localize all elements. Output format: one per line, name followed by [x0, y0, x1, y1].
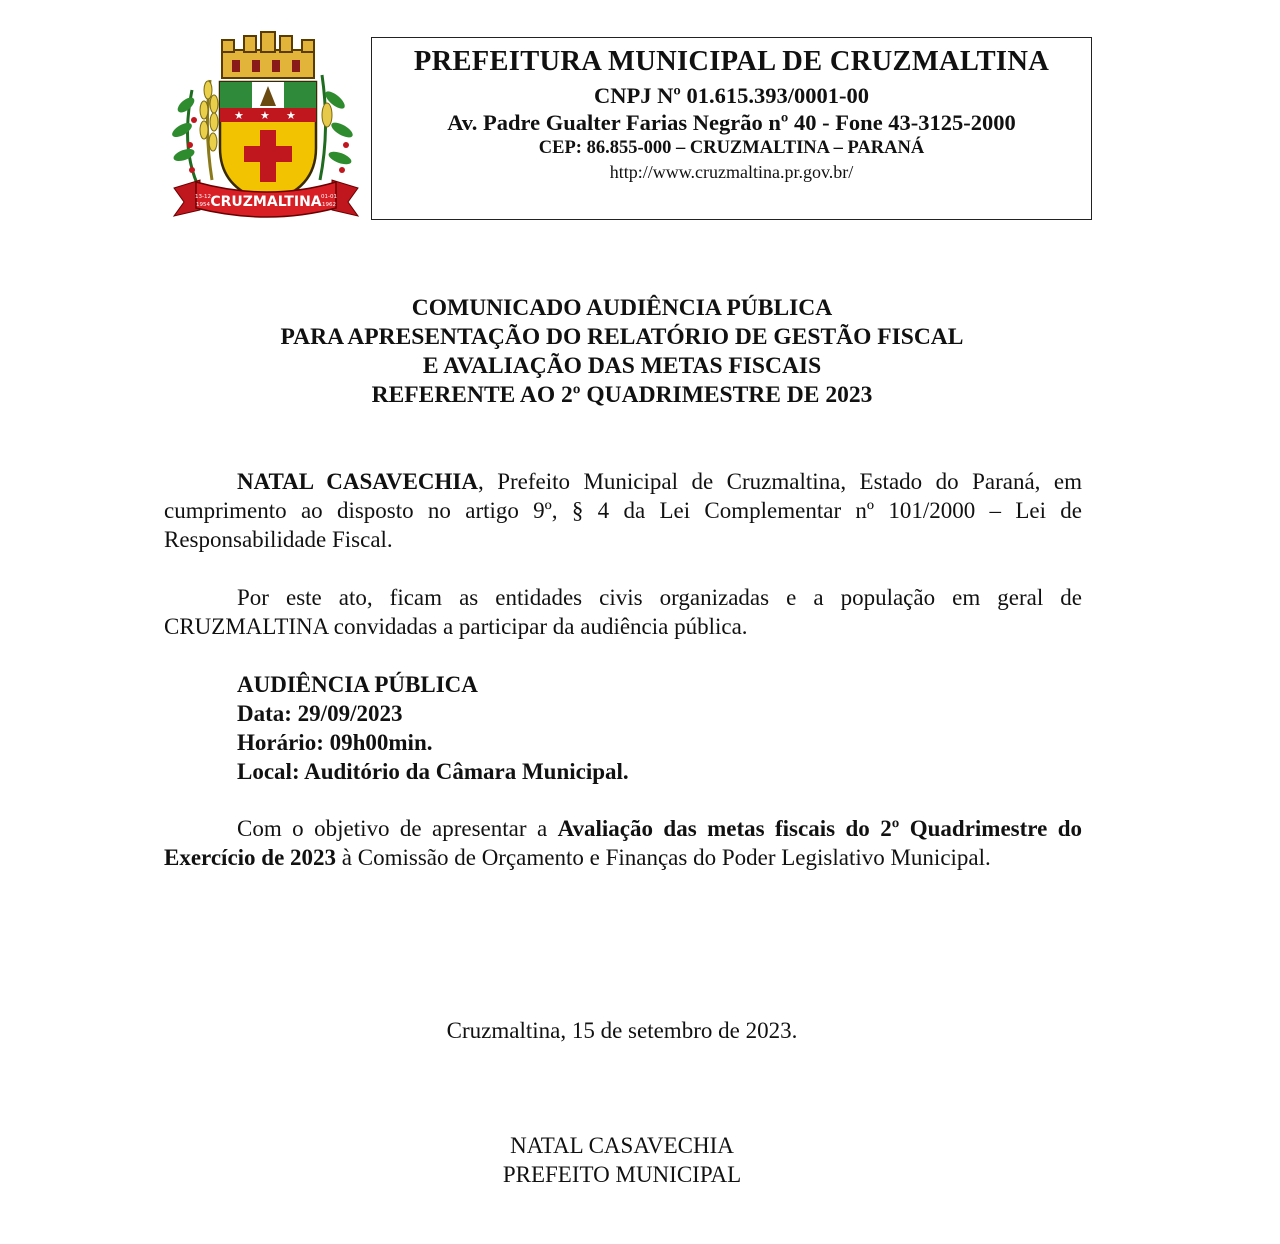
title-line-4: REFERENTE AO 2º QUADRIMESTRE DE 2023: [371, 382, 873, 408]
svg-text:★: ★: [286, 109, 296, 122]
event-details: [237, 670, 629, 786]
svg-text:★: ★: [260, 109, 270, 122]
shield-icon: [220, 82, 316, 202]
paragraph-mayor-text: , Prefeito Municipal de Cruzmaltina, Estado do Paraná, em cumprimento ao disposto no artigo 9º, § 4 da Lei Complementar nº 101/2000 – Lei de Responsabilidade Fiscal.: [164, 469, 1082, 552]
title-line-1: COMUNICADO AUDIÊNCIA PÚBLICA: [411, 295, 833, 321]
paragraph-invitation-text: Por este ato, ficam as entidades civis organizadas e a população em geral de CRUZMALTINA convidadas a participar da audiência pública.: [164, 585, 1082, 639]
event-time: Horário: 09h00min.: [237, 730, 433, 755]
objective-bold: Avaliação das metas fiscais do 2º Quadrimestre do Exercício de 2023: [164, 816, 1082, 870]
cep-line: CEP: 86.855-000 – CRUZMALTINA – PARANÁ: [538, 138, 925, 158]
paragraph-invitation: [164, 583, 1082, 641]
event-date: Data: 29/09/2023: [237, 701, 403, 726]
mural-crown-icon: [222, 32, 314, 78]
corn-icon: [320, 75, 355, 180]
signer-name: NATAL CASAVECHIA: [510, 1133, 734, 1158]
website-url: http://www.cruzmaltina.pr.gov.br/: [609, 162, 854, 182]
crest-date-left-day: 13-12: [195, 194, 211, 200]
paragraph-objective: [164, 814, 1082, 872]
svg-text:★: ★: [234, 109, 244, 122]
signer-role: PREFEITO MUNICIPAL: [502, 1162, 742, 1187]
crest-date-left-year: 1954: [196, 202, 210, 208]
place-and-date: Cruzmaltina, 15 de setembro de 2023.: [446, 1018, 798, 1043]
wheat-icon: [200, 80, 218, 180]
crest-date-right-year: 1962: [322, 202, 336, 208]
paragraph-mayor: [164, 467, 1082, 554]
event-place: Local: Auditório da Câmara Municipal.: [237, 759, 629, 784]
objective-lead: Com o objetivo de apresentar a: [237, 816, 558, 841]
letterhead-box: [371, 37, 1092, 220]
crest-date-right-day: 01-01: [321, 194, 337, 200]
objective-tail: à Comissão de Orçamento e Finanças do Poder Legislativo Municipal.: [336, 845, 991, 870]
cnpj-line: CNPJ Nº 01.615.393/0001-00: [594, 83, 869, 108]
mayor-name: NATAL CASAVECHIA: [237, 469, 478, 494]
crest-name-text: CRUZMALTINA: [210, 194, 322, 210]
event-heading: AUDIÊNCIA PÚBLICA: [237, 672, 478, 697]
coffee-branch-icon: [170, 90, 200, 190]
municipal-coat-of-arms: [170, 30, 362, 226]
title-line-2: PARA APRESENTAÇÃO DO RELATÓRIO DE GESTÃO FISCAL: [280, 324, 964, 350]
document-title: [120, 294, 1124, 410]
title-line-3: E AVALIAÇÃO DAS METAS FISCAIS: [422, 353, 822, 379]
address-line: Av. Padre Gualter Farias Negrão nº 40 - Fone 43-3125-2000: [447, 110, 1016, 135]
org-name: PREFEITURA MUNICIPAL DE CRUZMALTINA: [413, 46, 1050, 77]
